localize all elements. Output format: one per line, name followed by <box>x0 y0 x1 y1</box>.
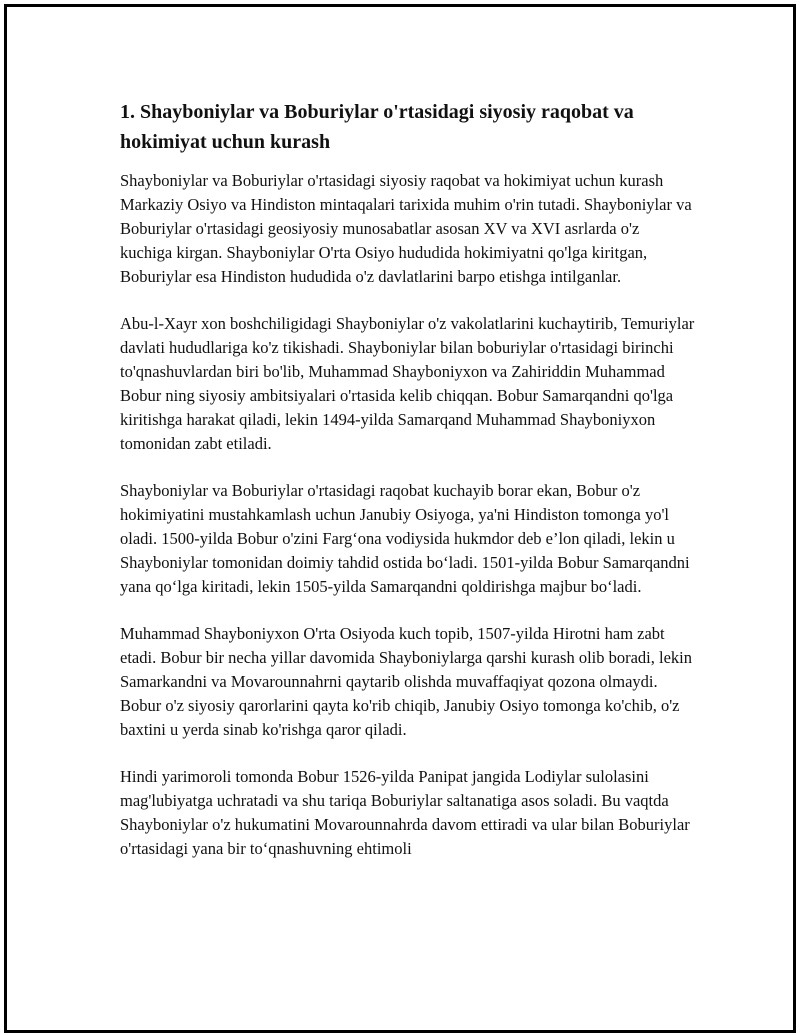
paragraph-1: Shayboniylar va Boburiylar o'rtasidagi siyosiy raqobat va hokimiyat uchun kurash Markaziy Osiyo va Hindiston mintaqalari tarixida muhim o'rin tutadi. Shayboniylar va Boburiylar o'rtasidagi geosiyosiy munosabatlar asosan XV va XVI asrlarda o'z kuchiga kirgan. Shayboniylar O'rta Osiyo hududida hokimiyatni qo'lga kiritgan, Boburiylar esa Hindiston hududida o'z davlatlarini barpo etishga intilganlar. <box>120 171 692 286</box>
paragraph-3: Shayboniylar va Boburiylar o'rtasidagi raqobat kuchayib borar ekan, Bobur o'z hokimiyatini mustahkamlash uchun Janubiy Osiyoga, ya'ni Hindiston tomonga yo'l oladi. 1500-yilda Bobur o'zini Farg‘ona vodiysida hukmdor deb e’lon qiladi, lekin u Shayboniylar tomonidan doimiy tahdid ostida bo‘ladi. 1501-yilda Bobur Samarqandni yana qo‘lga kiritadi, lekin 1505-yilda Samarqandni qoldirishga majbur bo‘ladi. <box>120 481 690 596</box>
document-page <box>4 4 796 1033</box>
section-heading: 1. Shayboniylar va Boburiylar o'rtasidagi siyosiy raqobat va hokimiyat uchun kurash <box>120 101 634 153</box>
document-body <box>120 97 695 884</box>
paragraph-2: Abu-l-Xayr xon boshchiligidagi Shayboniylar o'z vakolatlarini kuchaytirib, Temuriylar davlati hududlariga ko'z tikishadi. Shayboniylar bilan boburiylar o'rtasidagi birinchi to'qnashuvlardan biri bo'lib, Muhammad Shayboniyxon va Zahiriddin Muhammad Bobur ning siyosiy ambitsiyalari o'rtasida kelib chiqqan. Bobur Samarqandni qo'lga kiritishga harakat qiladi, lekin 1494-yilda Samarqand Muhammad Shayboniyxon tomonidan zabt etiladi. <box>120 314 695 453</box>
paragraph-4: Muhammad Shayboniyxon O'rta Osiyoda kuch topib, 1507-yilda Hirotni ham zabt etadi. Bobur bir necha yillar davomida Shayboniylarga qarshi kurash olib boradi, lekin Samarkandni va Movarounnahrni qaytarib olishda muvaffaqiyat qozona olmaydi. Bobur o'z siyosiy qarorlarini qayta ko'rib chiqib, Janubiy Osiyo tomonga ko'chib, o'z baxtini u yerda sinab ko'rishga qaror qiladi. <box>120 624 693 739</box>
paragraph-5: Hindi yarimoroli tomonda Bobur 1526-yilda Panipat jangida Lodiylar sulolasini mag'lubiyatga uchratadi va shu tariqa Boburiylar saltanatiga asos soladi. Bu vaqtda Shayboniylar o'z hukumatini Movarounnahrda davom ettiradi va ular bilan Boburiylar o'rtasidagi yana bir to‘qnashuvning ehtimoli <box>120 767 690 858</box>
